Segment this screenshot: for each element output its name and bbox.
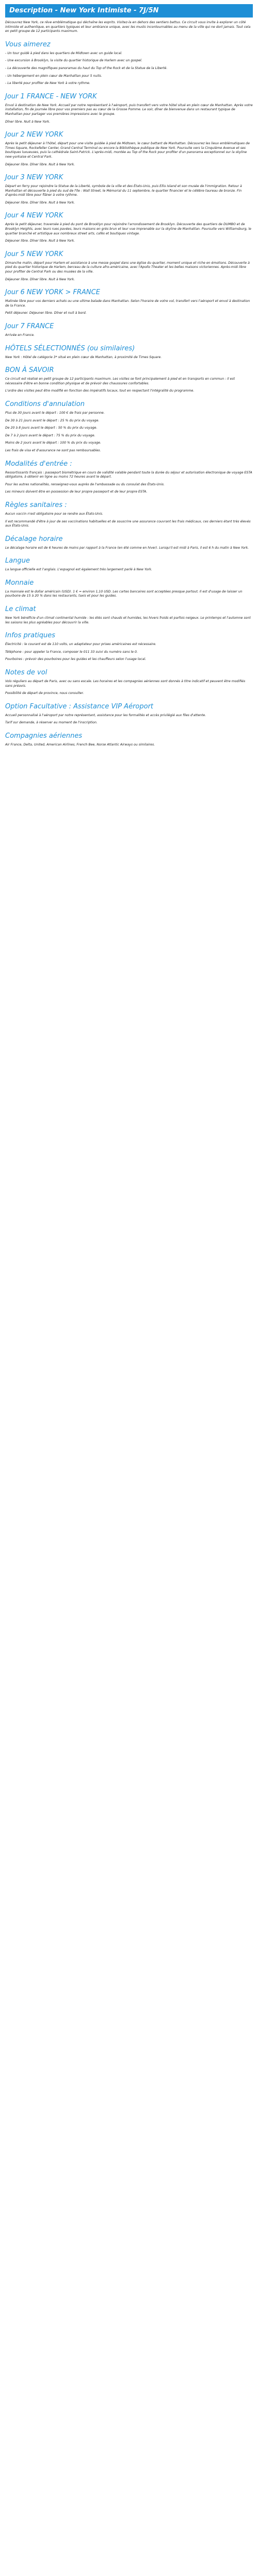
section <box>5 250 253 282</box>
section <box>5 460 253 495</box>
section-paragraph: Déjeuner libre. Dîner libre. Nuit à New York. <box>5 162 75 166</box>
section <box>5 173 253 205</box>
section-heading: BON À SAVOIR <box>5 366 54 375</box>
section-heading: Option Facultative : Assistance VIP Aéroport <box>5 702 154 710</box>
section-paragraph: Les frais de visa et d'assurance ne sont pas remboursables. <box>5 448 101 452</box>
section-paragraph: Ressortissants français : passeport biométrique en cours de validité valable pendant toute la durée du séjour et autorisation électronique de voyage ESTA obligatoire, à obtenir en ligne au moins 72 heures avant le départ. <box>5 470 252 479</box>
section-paragraph: De 20 à 8 jours avant le départ : 50 % du prix du voyage. <box>5 426 98 430</box>
section-paragraph: Aucun vaccin n'est obligatoire pour se rendre aux États-Unis. <box>5 512 103 516</box>
section-paragraph: Air France, Delta, United, American Airlines, French Bee, Norse Atlantic Airways ou similaires. <box>5 743 155 747</box>
page-container <box>5 0 253 756</box>
section-paragraph: De 7 à 2 jours avant le départ : 75 % du prix du voyage. <box>5 433 95 437</box>
section <box>5 400 253 453</box>
section-paragraph: New York : Hôtel de catégorie 3* situé en plein cœur de Manhattan, à proximité de Times Square. <box>5 355 162 359</box>
section <box>5 579 253 599</box>
section-heading: Modalités d'entrée : <box>5 460 72 468</box>
section-paragraph: Départ en ferry pour rejoindre la Statue de la Liberté, symbole de la ville et des États-Unis, puis Ellis Island et son musée de l'immigration. Retour à Manhattan et découverte à pied du sud de l'île : Wall Street, le Mémorial du 11 septembre, le quartier financier et le célèbre taureau de bronze. Fin d'après-midi libre pour flâner à votre rythme. <box>5 184 242 197</box>
section-paragraph: Électricité : le courant est de 110 volts, un adaptateur pour prises américaines est nécessaire. <box>5 642 156 647</box>
section <box>5 605 253 625</box>
section <box>5 322 253 338</box>
section-heading: Jour 3 NEW YORK <box>5 174 63 182</box>
section-paragraph: Le décalage horaire est de 6 heures de moins par rapport à la France (en été comme en hiver). Lorsqu'il est midi à Paris, il est 6 h du matin à New York. <box>5 546 249 550</box>
section <box>5 535 253 551</box>
section <box>5 40 253 86</box>
section-paragraph: L'ordre des visites peut être modifié en fonction des impératifs locaux, tout en respectant l'intégralité du programme. <box>5 389 195 393</box>
section-heading: Monnaie <box>5 579 34 587</box>
section-paragraph: New York bénéficie d'un climat continental humide : les étés sont chauds et humides, les hivers froids et parfois neigeux. Le printemps et l'automne sont les saisons les plus agréables pour découvrir la ville. <box>5 616 251 624</box>
section-heading: Décalage horaire <box>5 535 63 543</box>
section-heading: Le climat <box>5 605 36 614</box>
section-paragraph: - La découverte des magnifiques panoramas du haut du Top of the Rock et de la Statue de la Liberté. <box>5 66 168 70</box>
section <box>5 344 253 360</box>
section-paragraph: Envol à destination de New York. Accueil par notre représentant à l'aéroport, puis transfert vers votre hôtel situé en plein cœur de Manhattan. Après votre installation, fin de journée libre pour vos premiers pas au cœur de la Grosse Pomme. Le soir, dîner de bienvenue dans un restaurant typique de Manhattan pour partager vos premières impressions avec le groupe. <box>5 103 253 116</box>
section-heading: Notes de vol <box>5 669 47 677</box>
section-paragraph: Vols réguliers au départ de Paris, avec ou sans escale. Les horaires et les compagnies aériennes sont donnés à titre indicatif et peuvent être modifiés sans préavis. <box>5 680 246 688</box>
section <box>5 631 253 662</box>
section-paragraph: Accueil personnalisé à l'aéroport par notre représentant, assistance pour les formalités et accès privilégié aux files d'attente. <box>5 713 206 717</box>
section-paragraph: Possibilité de départ de province, nous consulter. <box>5 691 84 696</box>
sections-container <box>5 40 253 748</box>
section-heading: HÔTELS SÉLECTIONNÉS (ou similaires) <box>5 344 135 352</box>
section-heading: Langue <box>5 557 30 565</box>
section-paragraph: De 30 à 21 jours avant le départ : 25 % du prix du voyage. <box>5 418 100 422</box>
section-paragraph: Tarif sur demande, à réserver au moment de l'inscription. <box>5 721 98 725</box>
section-paragraph: Les mineurs doivent être en possession de leur propre passeport et de leur propre ESTA. <box>5 490 148 494</box>
section-paragraph: Matinée libre pour vos derniers achats ou une ultime balade dans Manhattan. Selon l'horaire de votre vol, transfert vers l'aéroport et envol à destination de la France. <box>5 299 250 308</box>
section <box>5 702 253 725</box>
section-paragraph: Ce circuit est réalisé en petit groupe de 12 participants maximum. Les visites se font principalement à pied et en transports en commun : il est nécessaire d'être en bonne condition physique et de prévoir des chaussures confortables. <box>5 377 235 385</box>
section-paragraph: - La liberté pour profiter de New York à votre rythme. <box>5 81 90 86</box>
section-heading: Infos pratiques <box>5 632 56 640</box>
section-paragraph: Moins de 2 jours avant le départ : 100 % du prix du voyage. <box>5 441 101 445</box>
section-paragraph: La monnaie est le dollar américain (USD). 1 € = environ 1,10 USD. Les cartes bancaires sont acceptées presque partout. Il est d'usage de laisser un pourboire de 15 à 20 % dans les restaurants, taxis et pour les guides. <box>5 589 243 598</box>
section-paragraph: - Un tour guidé à pied dans les quartiers de Midtown avec un guide local. <box>5 51 122 55</box>
section-heading: Compagnies aériennes <box>5 732 83 740</box>
section-paragraph: Arrivée en France. <box>5 333 35 337</box>
section-paragraph: Pour les autres nationalités, renseignez-vous auprès de l'ambassade ou du consulat des États-Unis. <box>5 482 165 486</box>
section <box>5 130 253 167</box>
section-heading: Jour 4 NEW YORK <box>5 212 63 220</box>
intro-paragraph: Découvrez New York, ce rêve emblématique qui déchaîne les esprits. Visitez-la en dehors des sentiers battus. Ce circuit vous invite à explorer un côté intimiste et authentique, en quartiers typiques et leur ambiance unique, avec les musts incontournables au menu de la ville qui ne dort jamais. Tout cela en petit groupe de 12 participants maximum. <box>5 21 251 33</box>
section-heading: Règles sanitaires : <box>5 501 67 509</box>
section-paragraph: Déjeuner libre. Dîner libre. Nuit à New York. <box>5 277 75 281</box>
section-paragraph: - Un hébergement en plein cœur de Manhattan pour 5 nuits. <box>5 74 102 78</box>
section-paragraph: - Une excursion à Brooklyn, la visite du quartier historique de Harlem avec un gospel. <box>5 59 142 63</box>
section-heading: Jour 1 FRANCE - NEW YORK <box>5 92 97 100</box>
intro <box>5 21 253 34</box>
section <box>5 501 253 529</box>
section-heading: Vous aimerez <box>5 40 51 48</box>
section <box>5 366 253 394</box>
section-paragraph: Téléphone : pour appeler la France, composer le 011 33 suivi du numéro sans le 0. <box>5 650 138 654</box>
section <box>5 556 253 572</box>
section-paragraph: Petit déjeuner. Déjeuner libre. Dîner et nuit à bord. <box>5 311 87 315</box>
section-heading: Jour 2 NEW YORK <box>5 131 63 139</box>
section-paragraph: Il est recommandé d'être à jour de ses vaccinations habituelles et de souscrire une assurance couvrant les frais médicaux, ces derniers étant très élevés aux États-Unis. <box>5 519 251 528</box>
section <box>5 288 253 316</box>
section-paragraph: Déjeuner libre. Dîner libre. Nuit à New York. <box>5 200 75 205</box>
section-paragraph: Dîner libre. Nuit à New York. <box>5 120 51 124</box>
section-paragraph: Déjeuner libre. Dîner libre. Nuit à New York. <box>5 239 75 243</box>
section <box>5 668 253 696</box>
section-paragraph: Après le petit déjeuner, traversée à pied du pont de Brooklyn pour rejoindre l'arrondissement de Brooklyn. Découverte des quartiers de DUMBO et de Brooklyn Heights, avec leurs rues pavées, leurs maisons en grès brun et leur vue imprenable sur la skyline de Manhattan. Poursuite vers Williamsburg, le quartier branché et artistique aux nombreux street arts, cafés et boutiques vintage. <box>5 223 251 235</box>
section-heading: Jour 5 NEW YORK <box>5 250 63 258</box>
section-paragraph: Pourboires : prévoir des pourboires pour les guides et les chauffeurs selon l'usage local. <box>5 657 147 662</box>
section-paragraph: Après le petit déjeuner à l'hôtel, départ pour une visite guidée à pied de Midtown, le cœur battant de Manhattan. Découvrez les lieux emblématiques de Times Square, Rockefeller Center, Grand Central Terminal ou encore la Bibliothèque publique de New York. Poursuite vers la Cinquième Avenue et ses boutiques luxueuses, puis la cathédrale Saint-Patrick. L'après-midi, montée au Top of the Rock pour profiter d'un panorama exceptionnel sur la skyline new-yorkaise et Central Park. <box>5 142 250 159</box>
section-heading: Conditions d'annulation <box>5 400 85 408</box>
section <box>5 92 253 124</box>
section-paragraph: Dimanche matin, départ pour Harlem et assistance à une messe gospel dans une église du quartier, moment unique et riche en émotions. Découverte à pied du quartier historique de Harlem, berceau de la culture afro-américaine, avec l'Apollo Theater et les belles maisons victoriennes. Après-midi libre pour profiter de Central Park ou des musées de la ville. <box>5 261 250 274</box>
section <box>5 211 253 243</box>
section-heading: Jour 7 FRANCE <box>5 323 54 330</box>
section-paragraph: La langue officielle est l'anglais. L'espagnol est également très largement parlé à New York. <box>5 568 152 572</box>
section <box>5 732 253 748</box>
section-paragraph: Plus de 30 jours avant le départ : 100 € de frais par personne. <box>5 411 105 415</box>
page-title: Description - New York Intimiste - 7J/5N <box>5 4 253 18</box>
section-heading: Jour 6 NEW YORK > FRANCE <box>5 289 100 297</box>
